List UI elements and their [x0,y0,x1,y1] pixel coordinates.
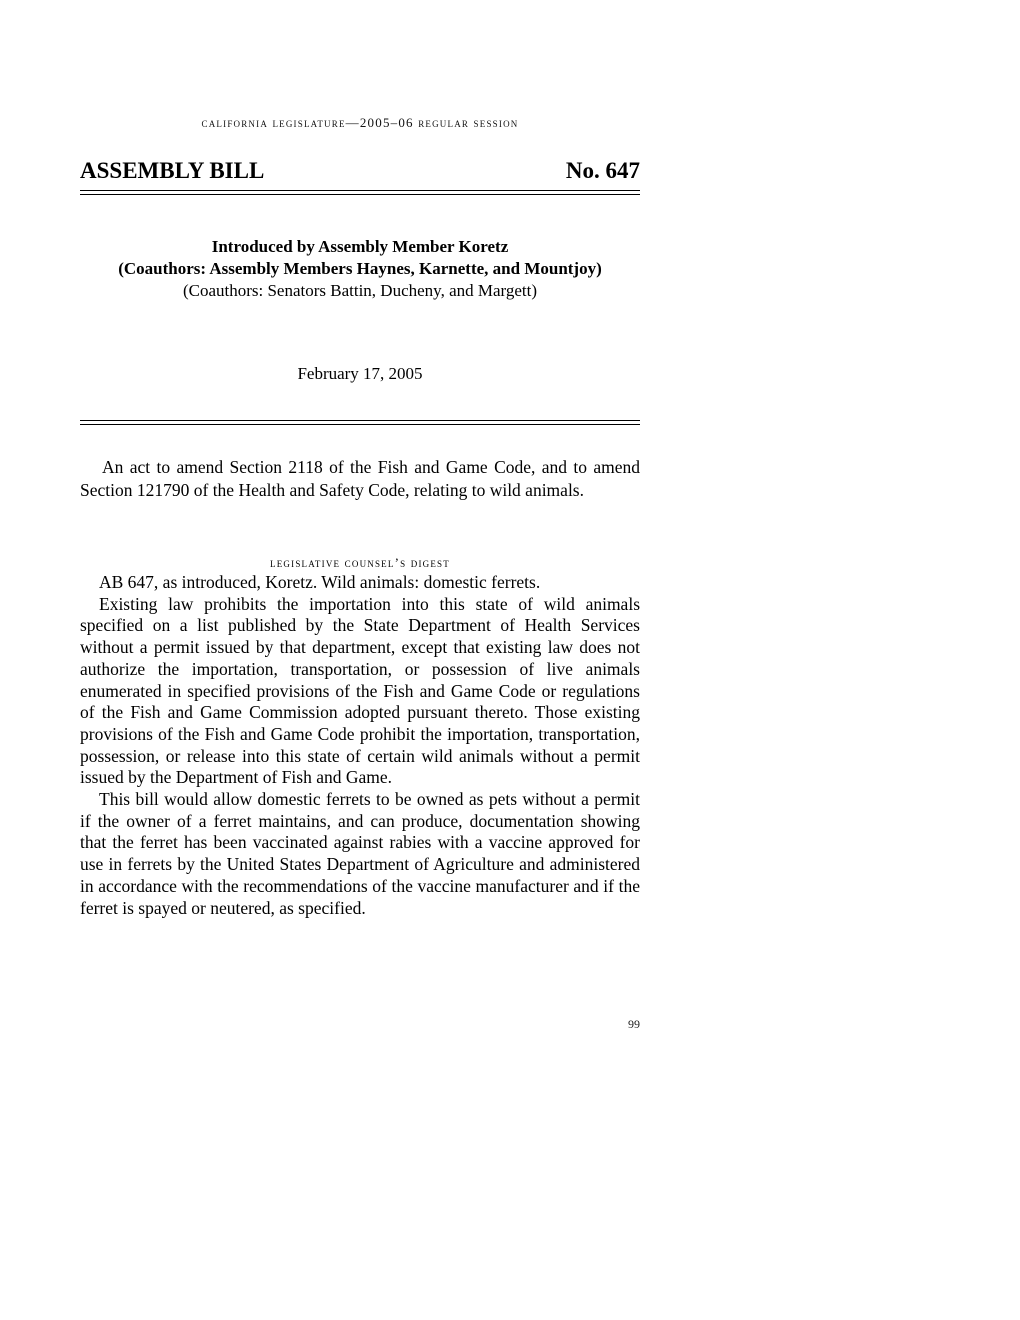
header-rule-top [80,190,640,191]
bill-title: An act to amend Section 2118 of the Fish and Game Code, and to amend Section 121790 of the Health and Safety Code, relating to wild animals. [80,457,640,500]
coauthors-senate: (Coauthors: Senators Battin, Ducheny, and Margett) [182,281,538,300]
date-rule-bottom [80,424,640,425]
digest-heading: legislative counsel’s digest [270,555,450,570]
bill-type: ASSEMBLY BILL [80,158,265,183]
digest-paragraph: This bill would allow domestic ferrets to be owned as pets without a permit if the owner of a ferret maintains, and can produce, documentation showing that the ferret has been vaccinated against rabies with a vaccine approved for use in ferrets by the United States Department of Agriculture and administered in accordance with the recommendations of the vaccine manufacturer and if the ferret is spayed or neutered, as specified. [80,789,640,918]
page-number: 99 [628,1017,640,1031]
introduction-date: February 17, 2005 [297,364,423,383]
date-rule-top [80,420,640,421]
bill-number: No. 647 [565,158,640,183]
digest-summary: AB 647, as introduced, Koretz. Wild animals: domestic ferrets. [99,572,541,592]
header-rule-bottom [80,194,640,195]
authors-block [110,236,610,302]
digest-body [80,572,640,919]
digest-paragraph: Existing law prohibits the importation into this state of wild animals specified on a list published by the State Department of Health Services without a permit issued by that department, except that existing law does not authorize the importation, transportation, or possession of live animals enumerated in specified provisions of the Fish and Game Code or regulations of the Fish and Game Commission adopted pursuant thereto. Those existing provisions of the Fish and Game Code prohibit the importation, transportation, possession, or release into this state of certain wild animals without a permit issued by the Department of Fish and Game. [80,593,640,788]
coauthors-assembly: (Coauthors: Assembly Members Haynes, Karnette, and Mountjoy) [118,259,602,278]
session-header: california legislature—2005–06 regular session [201,115,519,130]
introduced-by: Introduced by Assembly Member Koretz [211,237,509,256]
